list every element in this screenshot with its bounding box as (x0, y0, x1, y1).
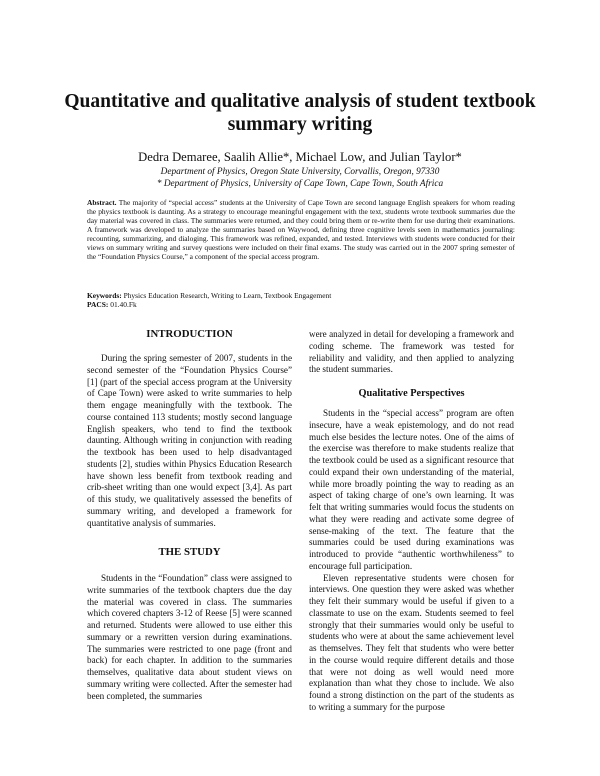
author-list: Dedra Demaree, Saalih Allie*, Michael Low, and Julian Taylor* (138, 150, 462, 164)
keywords-text: Physics Education Research, Writing to Learn, Textbook Engagement (121, 291, 332, 300)
qualitative-paragraph-2: Eleven representative students were chosen for interviews. One question they were asked was whether they felt their summary would be useful if given to a classmate to use on the exam. Students seemed to feel strongly that their summaries would only be useful to students who were at about the same achievement level as themselves. They felt that students who were better in the course would require different details and those that were not doing as well would need more explanation than what they chose to include. We also found a strong distinction on the part of the students as to writing a summary for the purpose (309, 572, 514, 712)
qualitative-perspectives-body (309, 408, 514, 714)
abstract (87, 198, 515, 261)
introduction-paragraph: During the spring semester of 2007, students in the second semester of the “Foundation Physics Course” [1] (part of the special access program at the University of Cape Town) were asked to write summaries to help them engage meaningfully with the textbook. The course contained 113 students; mostly second language English speakers, who tend to find the textbook daunting. Although writing in conjunction with reading the textbook has been used to help disadvantaged students [2], studies within Physics Education Research have shown less benefit from textbook reading and crib-sheet writing than one would expect [3,4]. As part of this study, we qualitatively assessed the benefits of summary writing, and developed a framework for quantitative analysis of summaries. (87, 353, 292, 528)
pacs-text: 01.40.Fk (108, 300, 137, 309)
pacs (87, 300, 515, 309)
pacs-label: PACS: (87, 300, 109, 309)
abstract-label: Abstract. (87, 198, 117, 207)
the-study-body (87, 573, 292, 702)
affiliation-oregon: Department of Physics, Oregon State University, Corvallis, Oregon, 97330 (160, 167, 440, 177)
right-column-continuation (309, 329, 514, 376)
abstract-text: The majority of “special access” students at the University of Cape Town are second language English speakers for whom reading the physics textbook is daunting. As a strategy to encourage meaningful engagement with the text, students wrote textbook summaries due the day material was covered in class. The summaries were returned, and they could bring them or re-write them for use during their examinations. A framework was developed to analyze the summaries based on Waywood, defining three cognitive levels seen in mathematics journaling: recounting, summarizing, and dialoging. This framework was refined, expanded, and tested. Interviews with students were conducted for their views on summary writing and survey questions were included on their final exams. The study was carried out in the 2007 spring semester of the “Foundation Physics Course,” a component of the special access program. (87, 198, 515, 262)
introduction-body (87, 353, 292, 529)
paper-title (60, 90, 540, 136)
qualitative-perspectives-heading: Qualitative Perspectives (358, 388, 465, 399)
qualitative-paragraph-1: Students in the “special access” program are often insecure, have a weak epistemology, and do not read much else besides the lecture notes. One of the aims of the exercise was therefore to make students realize that the textbook could be used as a significant resource that could expand their own understanding of the material, while more broadly pointing the way to reading as an aspect of taking charge of one’s own learning. It was felt that writing summaries would focus the students on what they were reading and activate some degree of sense-making of the text. The feature that the summaries could be used during examinations was introduced to provide “authentic worthwhileness” to encourage full participation. (309, 408, 514, 571)
continuation-paragraph: were analyzed in detail for developing a framework and coding scheme. The framework was tested for reliability and validity, and then applied to analyzing the student summaries. (309, 329, 514, 375)
keywords-label: Keywords: (87, 291, 122, 300)
affiliation-cape-town: * Department of Physics, University of Cape Town, Cape Town, South Africa (156, 179, 444, 189)
the-study-paragraph: Students in the “Foundation” class were assigned to write summaries of the textbook chapters due the day the material was covered in class. The summaries which covered chapters 3-12 of Reese [5] were scanned and returned. Students were allowed to use either this summary or a rewritten version during examinations. The summaries were restricted to one page (front and back) for each chapter. In addition to the summaries themselves, qualitative data about student views on summary writing were collected. After the semester had been completed, the summaries (87, 573, 292, 701)
title-line-2: summary writing (227, 114, 373, 135)
the-study-heading: THE STUDY (158, 546, 221, 558)
introduction-heading: INTRODUCTION (146, 328, 233, 340)
keywords (87, 291, 515, 300)
title-line-1: Quantitative and qualitative analysis of student textbook (64, 91, 536, 112)
